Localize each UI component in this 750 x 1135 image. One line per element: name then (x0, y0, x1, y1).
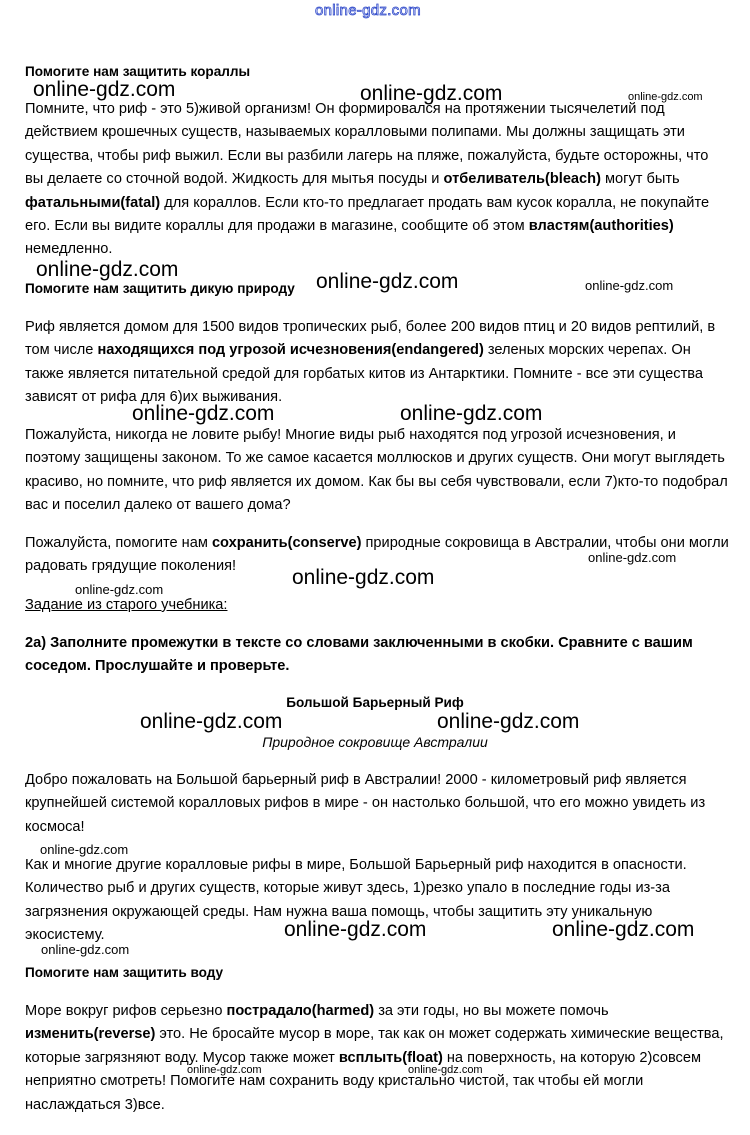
watermark: online-gdz.com (316, 270, 459, 293)
watermark: online-gdz.com (41, 942, 130, 957)
paragraph-article-1: Добро пожаловать на Большой барьерный риф в Австралии! 2000 - километровый риф является крупнейшей системой коралловых рифов в мире - он настолько большой, что его можно увидеть из космоса! (25, 772, 706, 835)
watermark: online-gdz.com (40, 842, 129, 857)
watermark: online-gdz.com (187, 1064, 262, 1076)
heading-protect-wildlife: Помогите нам защитить дикую природу (25, 281, 295, 296)
heading-protect-water: Помогите нам защитить воду (25, 965, 224, 980)
watermark: online-gdz.com (552, 918, 695, 941)
watermark: online-gdz.com (585, 278, 674, 293)
article-subtitle: Природное сокровище Австралии (262, 734, 488, 750)
watermark-top: online-gdz.com (315, 2, 421, 19)
watermark: online-gdz.com (33, 78, 176, 101)
watermark: online-gdz.com (75, 582, 164, 597)
paragraph-wildlife-2: Пожалуйста, никогда не ловите рыбу! Многие виды рыб находятся под угрозой исчезновения, и поэтому защищены законом. То же самое касается моллюсков и других существ. Они могут выглядеть красиво, но помните, что риф является их домом. Как бы вы себя чувствовали, если 7)кто-то подобрал вас и поселил далеко от вашего дома? (25, 427, 728, 514)
watermark: online-gdz.com (437, 710, 580, 733)
paragraph-wildlife-1: Риф является домом для 1500 видов тропических рыб, более 200 видов птиц и 20 видов рептилий, в том числе находящихся под угрозой исчезновения(endangered) зеленых морских черепах. Он также является питательной средой для горбатых китов из Антарктики. Помните - все эти существа зависят от рифа для 6)их выживания. (25, 319, 716, 406)
watermark: online-gdz.com (360, 82, 503, 105)
article-title: Большой Барьерный Риф (286, 695, 464, 710)
task-instruction: 2а) Заполните промежутки в тексте со словами заключенными в скобки. Сравните с вашим соседом. Прослушайте и проверьте. (25, 635, 693, 675)
watermark: online-gdz.com (132, 402, 275, 425)
watermark: online-gdz.com (588, 550, 677, 565)
paragraph-water: Море вокруг рифов серьезно пострадало(harmed) за эти годы, но вы можете помочь изменить(reverse) это. Не бросайте мусор в море, так как он может содержать химические вещества, которые загрязняют воду. Мусор также может всплыть(float) на поверхность, на которую 2)совсем неприятно смотреть! Помогите нам сохранить воду кристально чистой, так чтобы ей могли наслаждаться 3)все. (25, 1003, 724, 1113)
watermark: online-gdz.com (140, 710, 283, 733)
watermark: online-gdz.com (628, 91, 703, 103)
watermark: online-gdz.com (36, 258, 179, 281)
paragraph-corals: Помните, что риф - это 5)живой организм! Он формировался на протяжении тысячелетий под действием крошечных существ, называемых коралловыми полипами. Мы должны защищать эти существа, чтобы риф выжил. Если вы разбили лагерь на пляже, пожалуйста, будьте осторожны, что вы делаете со сточной водой. Жидкость для мытья посуды и отбеливатель(bleach) могут быть фатальными(fatal) для кораллов. Если кто-то предлагает продать вам кусок коралла, не покупайте его. Если вы видите кораллы для продажи в магазине, сообщите об этом властям(authorities) немедленно. (25, 101, 710, 258)
watermark: online-gdz.com (408, 1064, 483, 1076)
watermark: online-gdz.com (400, 402, 543, 425)
paragraph-article-2: Как и многие другие коралловые рифы в мире, Большой Барьерный риф находится в опасности. Количество рыб и других существ, которые живут здесь, 1)резко упало в последние годы из-за загрязнения окружающей среды. Нам нужна ваша помощь, чтобы защитить эту уникальную экосистему. (25, 857, 687, 944)
heading-protect-corals: Помогите нам защитить кораллы (25, 64, 251, 79)
old-textbook-label: Задание из старого учебника: (25, 597, 228, 613)
watermark: online-gdz.com (284, 918, 427, 941)
paragraph-wildlife-3: Пожалуйста, помогите нам сохранить(conserve) природные сокровища в Австралии, чтобы они могли радовать грядущие поколения! (25, 535, 729, 575)
watermark: online-gdz.com (292, 566, 435, 589)
